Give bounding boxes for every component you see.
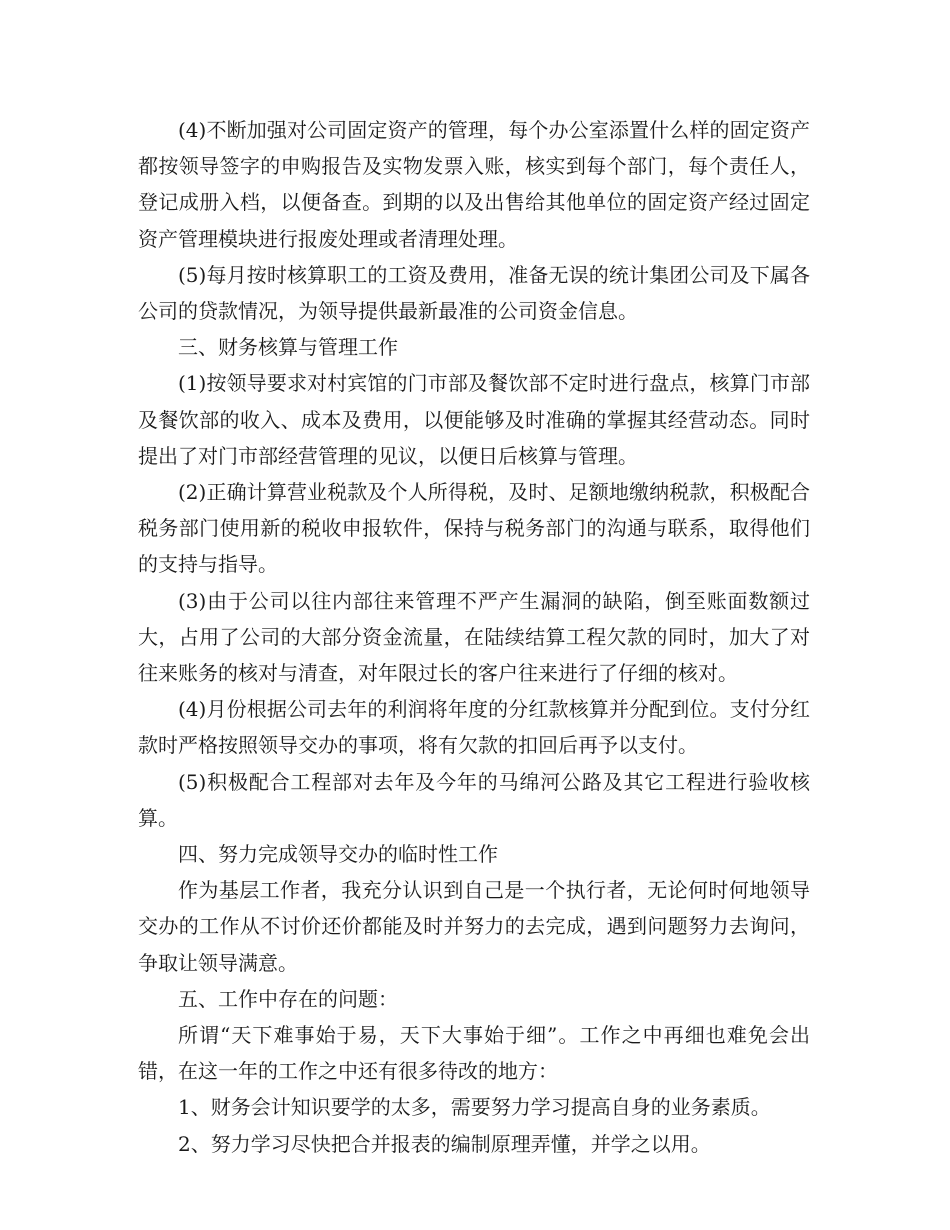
paragraph-fixed-assets: (4)不断加强对公司固定资产的管理，每个办公室添置什么样的固定资产都按领导签字的申购报告及实物发票入账，核实到每个部门，每个责任人，登记成册入档，以便备查。到期的以及出售给其他单位的固定资产经过固定资产管理模块进行报废处理或者清理处理。	[138, 118, 810, 251]
list-item-knowledge: 1、财务会计知识要学的太多，需要努力学习提高自身的业务素质。	[178, 1095, 771, 1120]
paragraph-accounts: (3)由于公司以往内部往来管理不严产生漏洞的缺陷，倒至账面数额过大，占用了公司的大部分资金流量，在陆续结算工程欠款的同时，加大了对往来账务的核对与清查，对年限过长的客户往来进行了仔细的核对。	[138, 588, 810, 686]
section-heading-problems: 五、工作中存在的问题：	[178, 986, 398, 1011]
paragraph-dividends: (4)月份根据公司去年的利润将年度的分红款核算并分配到位。支付分红款时严格按照领导交办的事项，将有欠款的扣回后再予以支付。	[138, 697, 810, 758]
paragraph-executor: 作为基层工作者，我充分认识到自己是一个执行者，无论何时何地领导交办的工作从不讨价还价都能及时并努力的去完成，遇到问题努力去询问，争取让领导满意。	[138, 878, 810, 975]
paragraph-details: 所谓“天下难事始于易，天下大事始于细”。工作之中再细也难免会出错，在这一年的工作之中还有很多待改的地方：	[138, 1023, 810, 1084]
section-heading-accounting: 三、财务核算与管理工作	[178, 335, 398, 360]
paragraph-inventory: (1)按领导要求对村宾馆的门市部及餐饮部不定时进行盘点，核算门市部及餐饮部的收入、成本及费用，以便能够及时准确的掌握其经营动态。同时提出了对门市部经营管理的见议，以便日后核算与管理。	[138, 371, 810, 468]
list-item-reports: 2、努力学习尽快把合并报表的编制原理弄懂，并学之以用。	[178, 1131, 711, 1156]
paragraph-payroll: (5)每月按时核算职工的工资及费用，准备无误的统计集团公司及下属各公司的贷款情况，为领导提供最新最准的公司资金信息。	[138, 262, 810, 324]
section-heading-temporary-work: 四、努力完成领导交办的临时性工作	[178, 842, 498, 867]
document-body	[138, 112, 810, 1162]
paragraph-tax: (2)正确计算营业税款及个人所得税，及时、足额地缴纳税款，积极配合税务部门使用新的税收申报软件，保持与税务部门的沟通与联系，取得他们的支持与指导。	[138, 480, 810, 577]
paragraph-engineering: (5)积极配合工程部对去年及今年的马绵河公路及其它工程进行验收核算。	[138, 769, 810, 830]
